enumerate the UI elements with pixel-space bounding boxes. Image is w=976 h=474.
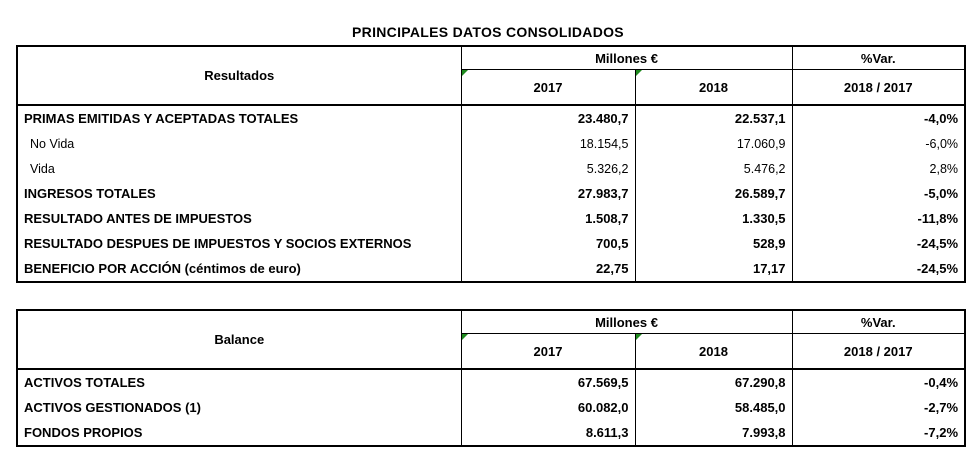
value-2017: 700,5 bbox=[461, 231, 635, 256]
corner-marker bbox=[636, 334, 642, 340]
value-2017: 1.508,7 bbox=[461, 206, 635, 231]
value-2018: 26.589,7 bbox=[635, 181, 792, 206]
year-2018-label: 2018 bbox=[699, 343, 728, 359]
year-2017-header bbox=[461, 70, 635, 106]
value-2018: 7.993,8 bbox=[635, 420, 792, 446]
table-row bbox=[17, 181, 965, 206]
value-2017: 22,75 bbox=[461, 256, 635, 282]
value-2017: 5.326,2 bbox=[461, 156, 635, 181]
table-row bbox=[17, 231, 965, 256]
table-label-header: Resultados bbox=[17, 46, 461, 105]
row-label: FONDOS PROPIOS bbox=[17, 420, 461, 446]
value-2018: 17.060,9 bbox=[635, 131, 792, 156]
corner-marker bbox=[636, 70, 642, 76]
row-label: No Vida bbox=[17, 131, 461, 156]
variation-value: 2,8% bbox=[929, 161, 959, 176]
table-row bbox=[17, 206, 965, 231]
var-header: %Var. bbox=[792, 310, 965, 334]
row-label: PRIMAS EMITIDAS Y ACEPTADAS TOTALES bbox=[17, 105, 461, 131]
value-2018: 528,9 bbox=[635, 231, 792, 256]
variation-value: -5,0% bbox=[924, 186, 959, 201]
value-2017: 8.611,3 bbox=[461, 420, 635, 446]
row-label: Vida bbox=[17, 156, 461, 181]
value-2018: 1.330,5 bbox=[635, 206, 792, 231]
year-2018-header bbox=[635, 70, 792, 106]
row-label: ACTIVOS GESTIONADOS (1) bbox=[17, 395, 461, 420]
table-label-header: Balance bbox=[17, 310, 461, 369]
table-row bbox=[17, 156, 965, 181]
table-row bbox=[17, 395, 965, 420]
value-2018: 67.290,8 bbox=[635, 369, 792, 395]
year-2018-label: 2018 bbox=[699, 79, 728, 95]
table-row bbox=[17, 105, 965, 131]
value-2018: 17,17 bbox=[635, 256, 792, 282]
value-2018: 58.485,0 bbox=[635, 395, 792, 420]
year-2017-header bbox=[461, 334, 635, 370]
variation-value: -6,0% bbox=[925, 136, 959, 151]
table-row bbox=[17, 369, 965, 395]
year-2017-label: 2017 bbox=[533, 343, 563, 359]
variation-value: -24,5% bbox=[916, 236, 959, 251]
row-label: INGRESOS TOTALES bbox=[17, 181, 461, 206]
variation-value: -7,2% bbox=[924, 425, 959, 440]
corner-marker bbox=[462, 70, 468, 76]
variation-value: -11,8% bbox=[917, 211, 959, 226]
value-2017: 67.569,5 bbox=[461, 369, 635, 395]
year-2018-header bbox=[635, 334, 792, 370]
row-label: RESULTADO DESPUES DE IMPUESTOS Y SOCIOS EXTERNOS bbox=[17, 231, 461, 256]
year-2017-label: 2017 bbox=[533, 79, 563, 95]
corner-marker bbox=[462, 334, 468, 340]
millones-header: Millones € bbox=[461, 310, 792, 334]
table-row bbox=[17, 131, 965, 156]
row-label: ACTIVOS TOTALES bbox=[17, 369, 461, 395]
row-label: RESULTADO ANTES DE IMPUESTOS bbox=[17, 206, 461, 231]
value-2018: 22.537,1 bbox=[635, 105, 792, 131]
variation-value: -24,5% bbox=[916, 261, 959, 276]
table-row bbox=[17, 420, 965, 446]
var-period-header: 2018 / 2017 bbox=[792, 334, 965, 370]
value-2018: 5.476,2 bbox=[635, 156, 792, 181]
variation-value: -0,4% bbox=[924, 375, 959, 390]
table-row bbox=[17, 256, 965, 282]
resultados-table bbox=[16, 45, 966, 283]
value-2017: 23.480,7 bbox=[461, 105, 635, 131]
value-2017: 18.154,5 bbox=[461, 131, 635, 156]
variation-value: -2,7% bbox=[924, 400, 959, 415]
value-2017: 27.983,7 bbox=[461, 181, 635, 206]
var-header: %Var. bbox=[792, 46, 965, 70]
variation-value: -4,0% bbox=[924, 111, 959, 126]
row-label: BENEFICIO POR ACCIÓN (céntimos de euro) bbox=[17, 256, 461, 282]
balance-table bbox=[16, 309, 966, 447]
millones-header: Millones € bbox=[461, 46, 792, 70]
var-period-header: 2018 / 2017 bbox=[792, 70, 965, 106]
report-title: PRINCIPALES DATOS CONSOLIDADOS bbox=[352, 24, 624, 40]
value-2017: 60.082,0 bbox=[461, 395, 635, 420]
